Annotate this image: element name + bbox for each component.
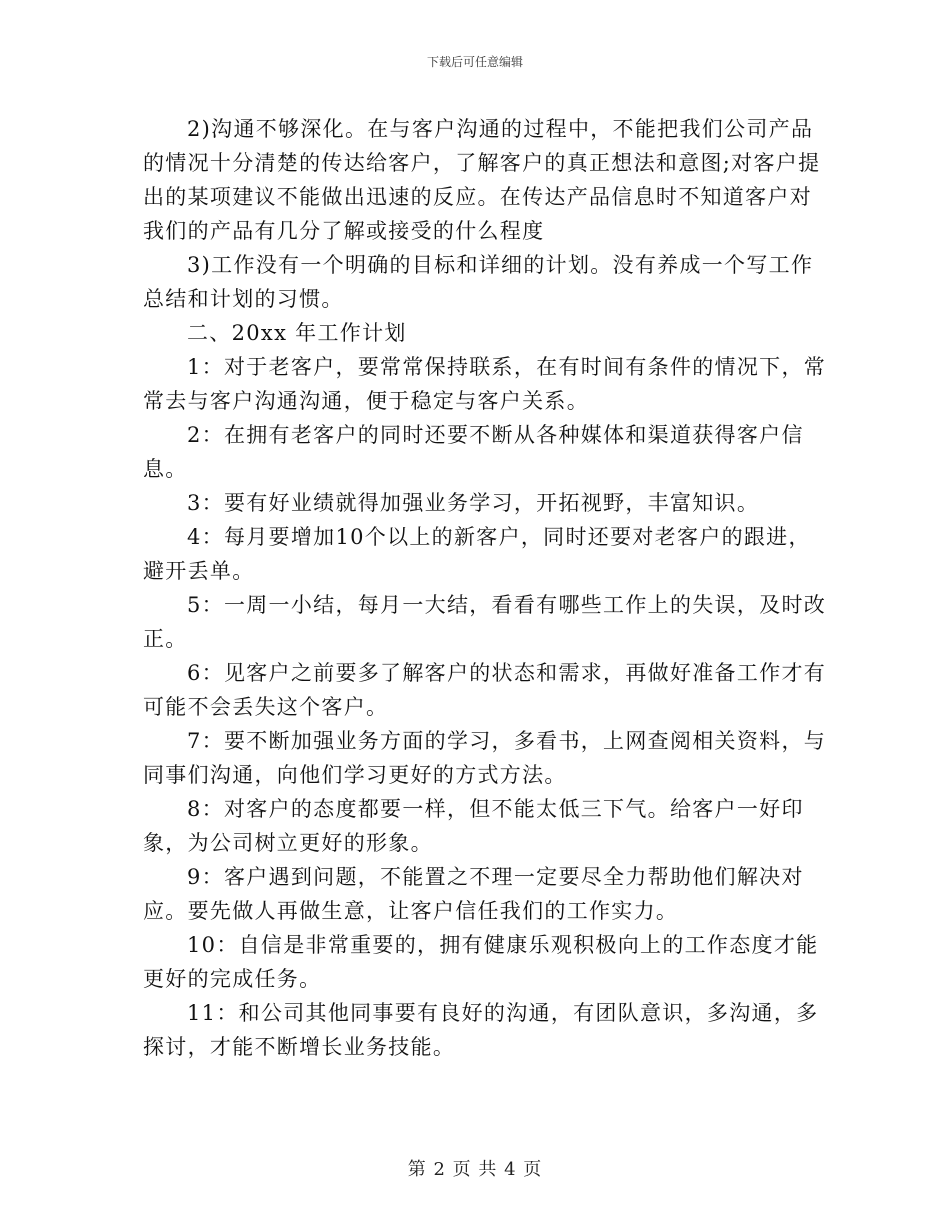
plan-item-4: 4：每月要增加10个以上的新客户，同时还要对老客户的跟进，避开丢单。 xyxy=(143,525,811,583)
plan-item-2: 2：在拥有老客户的同时还要不断从各种媒体和渠道获得客户信息。 xyxy=(143,423,804,481)
plan-item-10: 10：自信是非常重要的，拥有健康乐观积极向上的工作态度才能更好的完成任务。 xyxy=(143,933,819,991)
plan-item-6: 6：见客户之前要多了解客户的状态和需求，再做好准备工作才有可能不会丢失这个客户。 xyxy=(143,661,827,719)
page-number: 第 2 页 共 4 页 xyxy=(407,1159,543,1180)
plan-item-7: 7：要不断加强业务方面的学习，多看书，上网查阅相关资料，与同事们沟通，向他们学习更好的方式方法。 xyxy=(143,729,827,787)
plan-item-8: 8：对客户的态度都要一样，但不能太低三下气。给客户一好印象，为公司树立更好的形象。 xyxy=(143,797,804,855)
plan-item-3: 3：要有好业绩就得加强业务学习，开拓视野，丰富知识。 xyxy=(187,491,760,515)
plan-item-9: 9：客户遇到问题，不能置之不理一定要尽全力帮助他们解决对应。要先做人再做生意，让客户信任我们的工作实力。 xyxy=(143,865,804,923)
page-header-note: 下载后可任意编辑 xyxy=(426,55,523,69)
plan-item-11: 11：和公司其他同事要有良好的沟通，有团队意识，多沟通，多探讨，才能不断增长业务技能。 xyxy=(143,1001,819,1059)
document-body xyxy=(143,112,833,1064)
paragraph-item-2: 2)沟通不够深化。在与客户沟通的过程中，不能把我们公司产品的情况十分清楚的传达给客户，了解客户的真正想法和意图;对客户提出的某项建议不能做出迅速的反应。在传达产品信息时不知道客户对我们的产品有几分了解或接受的什么程度 xyxy=(143,117,821,243)
plan-item-5: 5：一周一小结，每月一大结，看看有哪些工作上的失误，及时改正。 xyxy=(143,593,827,651)
plan-item-1: 1：对于老客户，要常常保持联系，在有时间有条件的情况下，常常去与客户沟通沟通，便于稳定与客户关系。 xyxy=(143,355,827,413)
paragraph-item-3: 3)工作没有一个明确的目标和详细的计划。没有养成一个写工作总结和计划的习惯。 xyxy=(143,253,814,311)
section-heading-work-plan: 二、20xx 年工作计划 xyxy=(187,321,407,345)
